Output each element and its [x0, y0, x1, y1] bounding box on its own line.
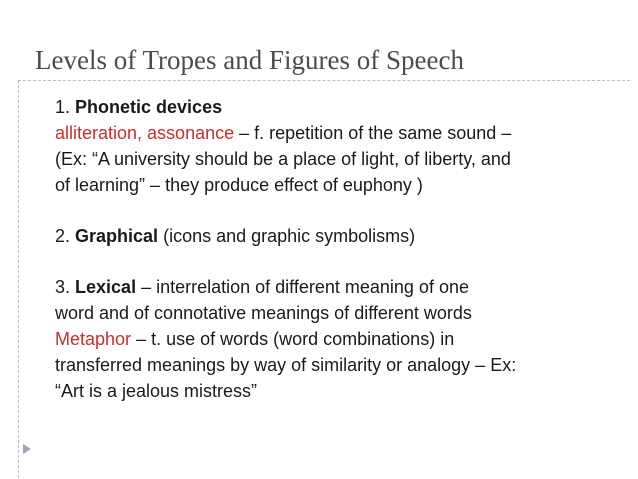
highlighted-term: alliteration, assonance [55, 123, 235, 143]
example-line: “Art is a jealous mistress” [55, 381, 258, 401]
term-definition: – f. repetition of the same sound – [239, 123, 512, 143]
section-number: 1. [55, 97, 71, 117]
section-graphical [55, 223, 615, 249]
triangle-right-icon [23, 444, 31, 454]
section-heading: Phonetic devices [75, 97, 223, 117]
body-line: transferred meanings by way of similarity or analogy – Ex: [55, 355, 517, 375]
section-description: (icons and graphic symbolisms) [163, 226, 416, 246]
definition-line [55, 326, 615, 352]
section-description: – interrelation of different meaning of one [141, 277, 469, 297]
section-heading: Graphical [75, 226, 159, 246]
definition-line [55, 120, 615, 146]
title-divider [18, 80, 630, 81]
section-heading-line [55, 223, 615, 249]
section-phonetic [55, 94, 615, 198]
section-heading-line [55, 94, 615, 120]
left-margin-divider [18, 80, 19, 478]
section-lexical [55, 274, 615, 404]
slide-body [55, 94, 615, 404]
slide-title: Levels of Tropes and Figures of Speech [35, 45, 464, 75]
section-heading: Lexical [75, 277, 137, 297]
body-line: word and of connotative meanings of different words [55, 303, 472, 323]
term-definition: – t. use of words (word combinations) in [136, 329, 455, 349]
section-number: 2. [55, 226, 71, 246]
highlighted-term: Metaphor [55, 329, 132, 349]
section-number: 3. [55, 277, 71, 297]
section-heading-line [55, 274, 615, 300]
example-line: of learning” – they produce effect of euphony ) [55, 175, 423, 195]
example-line: (Ex: “A university should be a place of light, of liberty, and [55, 149, 511, 169]
